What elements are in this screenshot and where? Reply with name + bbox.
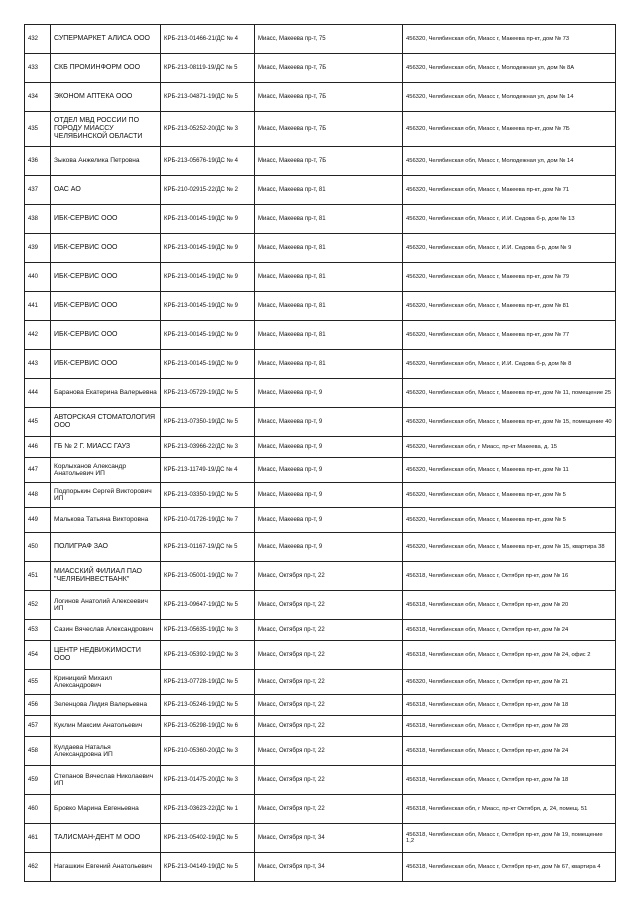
- permit-number: КРБ-213-05392-19/ДС № 3: [161, 641, 255, 670]
- organization-name: Баранова Екатерина Валерьевна: [51, 379, 161, 408]
- legal-address: 456318, Челябинская обл, г Миасс, пр-кт Октября, д. 24, помещ. 51: [403, 795, 616, 824]
- legal-address: 456318, Челябинская обл, Миасс г, Октября пр-кт, дом № 24: [403, 737, 616, 766]
- object-location: Миасс, Макеева пр-т, 9: [255, 508, 403, 533]
- legal-address: 456318, Челябинская обл, Миасс г, Октября пр-кт, дом № 28: [403, 716, 616, 737]
- organization-name: Бровко Марина Евгеньевна: [51, 795, 161, 824]
- table-row: [25, 112, 616, 147]
- row-number: 454: [25, 641, 51, 670]
- object-location: Миасс, Октября пр-т, 22: [255, 641, 403, 670]
- row-number: 450: [25, 533, 51, 562]
- organization-name: ГБ № 2 Г. МИАСС ГАУЗ: [51, 437, 161, 458]
- object-location: Миасс, Макеева пр-т, 81: [255, 292, 403, 321]
- table-row: [25, 795, 616, 824]
- organization-name: Подпорькин Сергей Викторович ИП: [51, 483, 161, 508]
- legal-address: 456320, Челябинская обл, Миасс г, Макеева пр-кт, дом № 71: [403, 176, 616, 205]
- legal-address: 456320, Челябинская обл, Миасс г, Макеева пр-кт, дом № 11: [403, 458, 616, 483]
- row-number: 443: [25, 350, 51, 379]
- table-row: [25, 483, 616, 508]
- organization-name: ИБК-СЕРВИС ООО: [51, 292, 161, 321]
- organization-name: ЭКОНОМ АПТЕКА ООО: [51, 83, 161, 112]
- object-location: Миасс, Макеева пр-т, 81: [255, 176, 403, 205]
- object-location: Миасс, Октября пр-т, 22: [255, 670, 403, 695]
- legal-address: 456318, Челябинская обл, Миасс г, Октября пр-кт, дом № 67, квартира 4: [403, 853, 616, 882]
- object-location: Миасс, Макеева пр-т, 9: [255, 408, 403, 437]
- legal-address: 456318, Челябинская обл, Миасс г, Октября пр-кт, дом № 24, офис 2: [403, 641, 616, 670]
- row-number: 436: [25, 147, 51, 176]
- legal-address: 456318, Челябинская обл, Миасс г, Октября пр-кт, дом № 19, помещение 1,2: [403, 824, 616, 853]
- table-row: [25, 620, 616, 641]
- row-number: 449: [25, 508, 51, 533]
- object-location: Миасс, Макеева пр-т, 7Б: [255, 83, 403, 112]
- table-row: [25, 350, 616, 379]
- object-location: Миасс, Макеева пр-т, 81: [255, 350, 403, 379]
- legal-address: 456320, Челябинская обл, г Миасс, пр-кт Макеева, д. 15: [403, 437, 616, 458]
- row-number: 458: [25, 737, 51, 766]
- table-row: [25, 234, 616, 263]
- table-row: [25, 292, 616, 321]
- permit-number: КРБ-213-00145-19/ДС № 9: [161, 205, 255, 234]
- permit-number: КРБ-213-00145-19/ДС № 9: [161, 350, 255, 379]
- object-location: Миасс, Макеева пр-т, 81: [255, 263, 403, 292]
- legal-address: 456320, Челябинская обл, Миасс г, Макеева пр-кт, дом № 73: [403, 25, 616, 54]
- row-number: 453: [25, 620, 51, 641]
- row-number: 447: [25, 458, 51, 483]
- legal-address: 456320, Челябинская обл, Миасс г, Молодежная ул, дом № 8А: [403, 54, 616, 83]
- table-row: [25, 591, 616, 620]
- permit-number: КРБ-213-03966-22/ДС № 3: [161, 437, 255, 458]
- table-row: [25, 533, 616, 562]
- permit-number: КРБ-213-05001-19/ДС № 7: [161, 562, 255, 591]
- permit-number: КРБ-213-05635-19/ДС № 3: [161, 620, 255, 641]
- legal-address: 456320, Челябинская обл, Миасс г, Макеева пр-кт, дом № 7Б: [403, 112, 616, 147]
- organization-name: АВТОРСКАЯ СТОМАТОЛОГИЯ ООО: [51, 408, 161, 437]
- permit-number: КРБ-213-09647-19/ДС № 5: [161, 591, 255, 620]
- permit-number: КРБ-213-00145-19/ДС № 9: [161, 234, 255, 263]
- organization-name: ИБК-СЕРВИС ООО: [51, 205, 161, 234]
- row-number: 441: [25, 292, 51, 321]
- permit-number: КРБ-213-00145-19/ДС № 9: [161, 321, 255, 350]
- legal-address: 456320, Челябинская обл, Миасс г, И.И. Седова б-р, дом № 9: [403, 234, 616, 263]
- table-row: [25, 641, 616, 670]
- permit-number: КРБ-213-03623-22/ДС № 1: [161, 795, 255, 824]
- legal-address: 456320, Челябинская обл, Миасс г, И.И. Седова б-р, дом № 13: [403, 205, 616, 234]
- organization-name: Корлыханов Александр Анатольевич ИП: [51, 458, 161, 483]
- table-row: [25, 83, 616, 112]
- organization-name: ИБК-СЕРВИС ООО: [51, 321, 161, 350]
- organization-name: Логинов Анатолий Алексеевич ИП: [51, 591, 161, 620]
- table-row: [25, 25, 616, 54]
- permit-number: КРБ-213-05729-19/ДС № 5: [161, 379, 255, 408]
- row-number: 444: [25, 379, 51, 408]
- legal-address: 456320, Челябинская обл, Миасс г, Макеева пр-кт, дом № 11, помещение 25: [403, 379, 616, 408]
- legal-address: 456320, Челябинская обл, Миасс г, Макеева пр-кт, дом № 81: [403, 292, 616, 321]
- row-number: 433: [25, 54, 51, 83]
- row-number: 452: [25, 591, 51, 620]
- legal-address: 456318, Челябинская обл, Миасс г, Октября пр-кт, дом № 18: [403, 695, 616, 716]
- permit-number: КРБ-210-05360-20/ДС № 3: [161, 737, 255, 766]
- table-row: [25, 508, 616, 533]
- object-location: Миасс, Октября пр-т, 34: [255, 824, 403, 853]
- row-number: 434: [25, 83, 51, 112]
- legal-address: 456320, Челябинская обл, Миасс г, Макеева пр-кт, дом № 79: [403, 263, 616, 292]
- table-row: [25, 147, 616, 176]
- object-location: Миасс, Октября пр-т, 22: [255, 620, 403, 641]
- row-number: 459: [25, 766, 51, 795]
- organization-name: ИБК-СЕРВИС ООО: [51, 350, 161, 379]
- organization-name: Малькова Татьяна Викторовна: [51, 508, 161, 533]
- object-location: Миасс, Октября пр-т, 22: [255, 737, 403, 766]
- object-location: Миасс, Октября пр-т, 34: [255, 853, 403, 882]
- object-location: Миасс, Октября пр-т, 22: [255, 795, 403, 824]
- permit-number: КРБ-210-01726-19/ДС № 7: [161, 508, 255, 533]
- legal-address: 456320, Челябинская обл, Миасс г, Макеева пр-кт, дом № 5: [403, 483, 616, 508]
- row-number: 445: [25, 408, 51, 437]
- table-body: [25, 25, 616, 882]
- organization-name: ЦЕНТР НЕДВИЖИМОСТИ ООО: [51, 641, 161, 670]
- object-location: Миасс, Макеева пр-т, 81: [255, 321, 403, 350]
- table-row: [25, 379, 616, 408]
- table-row: [25, 737, 616, 766]
- object-location: Миасс, Макеева пр-т, 9: [255, 379, 403, 408]
- organization-name: Криницкий Михаил Александрович: [51, 670, 161, 695]
- table-row: [25, 716, 616, 737]
- organization-name: Зеленцова Лидия Валерьевна: [51, 695, 161, 716]
- legal-address: 456320, Челябинская обл, Миасс г, И.И. Седова б-р, дом № 8: [403, 350, 616, 379]
- legal-address: 456320, Челябинская обл, Миасс г, Макеева пр-кт, дом № 77: [403, 321, 616, 350]
- table-row: [25, 695, 616, 716]
- row-number: 446: [25, 437, 51, 458]
- permit-number: КРБ-213-01475-20/ДС № 3: [161, 766, 255, 795]
- object-location: Миасс, Октября пр-т, 22: [255, 695, 403, 716]
- organization-name: ОАС АО: [51, 176, 161, 205]
- object-location: Миасс, Макеева пр-т, 9: [255, 483, 403, 508]
- row-number: 438: [25, 205, 51, 234]
- organization-name: ИБК-СЕРВИС ООО: [51, 263, 161, 292]
- row-number: 442: [25, 321, 51, 350]
- permit-number: КРБ-213-05252-20/ДС № 3: [161, 112, 255, 147]
- permit-number: КРБ-210-02915-22/ДС № 2: [161, 176, 255, 205]
- legal-address: 456318, Челябинская обл, Миасс г, Октября пр-кт, дом № 18: [403, 766, 616, 795]
- legal-address: 456318, Челябинская обл, Миасс г, Октября пр-кт, дом № 24: [403, 620, 616, 641]
- permit-number: КРБ-213-07350-19/ДС № 5: [161, 408, 255, 437]
- object-location: Миасс, Макеева пр-т, 81: [255, 205, 403, 234]
- legal-address: 456320, Челябинская обл, Миасс г, Макеева пр-кт, дом № 15, помещение 40: [403, 408, 616, 437]
- row-number: 460: [25, 795, 51, 824]
- object-location: Миасс, Макеева пр-т, 7Б: [255, 147, 403, 176]
- legal-address: 456320, Челябинская обл, Миасс г, Молодежная ул, дом № 14: [403, 83, 616, 112]
- table-row: [25, 670, 616, 695]
- object-location: Миасс, Макеева пр-т, 7Б: [255, 112, 403, 147]
- organization-name: СКБ ПРОМИНФОРМ ООО: [51, 54, 161, 83]
- object-location: Миасс, Макеева пр-т, 9: [255, 533, 403, 562]
- legal-address: 456318, Челябинская обл, Миасс г, Октября пр-кт, дом № 16: [403, 562, 616, 591]
- row-number: 435: [25, 112, 51, 147]
- organization-name: МИАССКИЙ ФИЛИАЛ ПАО "ЧЕЛЯБИНВЕСТБАНК": [51, 562, 161, 591]
- object-location: Миасс, Октября пр-т, 22: [255, 562, 403, 591]
- object-location: Миасс, Макеева пр-т, 9: [255, 437, 403, 458]
- legal-address: 456320, Челябинская обл, Миасс г, Макеева пр-кт, дом № 15, квартира 38: [403, 533, 616, 562]
- permit-number: КРБ-213-04149-19/ДС № 5: [161, 853, 255, 882]
- row-number: 432: [25, 25, 51, 54]
- organization-name: ОТДЕЛ МВД РОССИИ ПО ГОРОДУ МИАССУ ЧЕЛЯБИНСКОЙ ОБЛАСТИ: [51, 112, 161, 147]
- organization-name: Куклин Максим Анатольевич: [51, 716, 161, 737]
- legal-address: 456318, Челябинская обл, Миасс г, Октября пр-кт, дом № 20: [403, 591, 616, 620]
- permit-number: КРБ-213-00145-19/ДС № 9: [161, 292, 255, 321]
- table-row: [25, 562, 616, 591]
- permit-number: КРБ-213-11749-19/ДС № 4: [161, 458, 255, 483]
- row-number: 461: [25, 824, 51, 853]
- permit-number: КРБ-213-01466-21/ДС № 4: [161, 25, 255, 54]
- table-row: [25, 437, 616, 458]
- permit-number: КРБ-213-05402-19/ДС № 5: [161, 824, 255, 853]
- object-location: Миасс, Макеева пр-т, 81: [255, 234, 403, 263]
- table-row: [25, 263, 616, 292]
- organization-name: ИБК-СЕРВИС ООО: [51, 234, 161, 263]
- organization-name: Кулдаева Наталья Александровна ИП: [51, 737, 161, 766]
- permit-number: КРБ-213-03350-19/ДС № 5: [161, 483, 255, 508]
- object-location: Миасс, Октября пр-т, 22: [255, 591, 403, 620]
- permit-number: КРБ-213-07728-19/ДС № 5: [161, 670, 255, 695]
- table-row: [25, 176, 616, 205]
- row-number: 440: [25, 263, 51, 292]
- legal-address: 456320, Челябинская обл, Миасс г, Октября пр-кт, дом № 21: [403, 670, 616, 695]
- table-row: [25, 824, 616, 853]
- organization-name: ПОЛИГРАФ ЗАО: [51, 533, 161, 562]
- legal-address: 456320, Челябинская обл, Миасс г, Молодежная ул, дом № 14: [403, 147, 616, 176]
- permit-number: КРБ-213-05246-19/ДС № 5: [161, 695, 255, 716]
- permit-number: КРБ-213-04871-19/ДС № 5: [161, 83, 255, 112]
- table-row: [25, 205, 616, 234]
- organization-name: Зыкова Анжелика Петровна: [51, 147, 161, 176]
- object-location: Миасс, Макеева пр-т, 9: [255, 458, 403, 483]
- organization-name: Сазин Вячеслав Александрович: [51, 620, 161, 641]
- row-number: 439: [25, 234, 51, 263]
- table-row: [25, 408, 616, 437]
- table-row: [25, 54, 616, 83]
- row-number: 437: [25, 176, 51, 205]
- permit-number: КРБ-213-05298-19/ДС № 6: [161, 716, 255, 737]
- row-number: 457: [25, 716, 51, 737]
- organization-name: Нагашкин Евгений Анатольевич: [51, 853, 161, 882]
- row-number: 456: [25, 695, 51, 716]
- legal-address: 456320, Челябинская обл, Миасс г, Макеева пр-кт, дом № 5: [403, 508, 616, 533]
- table-row: [25, 458, 616, 483]
- permit-number: КРБ-213-08119-19/ДС № 5: [161, 54, 255, 83]
- table-row: [25, 766, 616, 795]
- object-location: Миасс, Октября пр-т, 22: [255, 716, 403, 737]
- table-row: [25, 321, 616, 350]
- table-row: [25, 853, 616, 882]
- organization-name: Степанов Вячеслав Николаевич ИП: [51, 766, 161, 795]
- registry-table: [24, 24, 616, 882]
- object-location: Миасс, Октября пр-т, 22: [255, 766, 403, 795]
- permit-number: КРБ-213-01167-19/ДС № 5: [161, 533, 255, 562]
- row-number: 451: [25, 562, 51, 591]
- organization-name: СУПЕРМАРКЕТ АЛИСА ООО: [51, 25, 161, 54]
- permit-number: КРБ-213-00145-19/ДС № 9: [161, 263, 255, 292]
- object-location: Миасс, Макеева пр-т, 75: [255, 25, 403, 54]
- permit-number: КРБ-213-05676-19/ДС № 4: [161, 147, 255, 176]
- row-number: 448: [25, 483, 51, 508]
- row-number: 455: [25, 670, 51, 695]
- object-location: Миасс, Макеева пр-т, 7Б: [255, 54, 403, 83]
- row-number: 462: [25, 853, 51, 882]
- organization-name: ТАЛИСМАН-ДЕНТ М ООО: [51, 824, 161, 853]
